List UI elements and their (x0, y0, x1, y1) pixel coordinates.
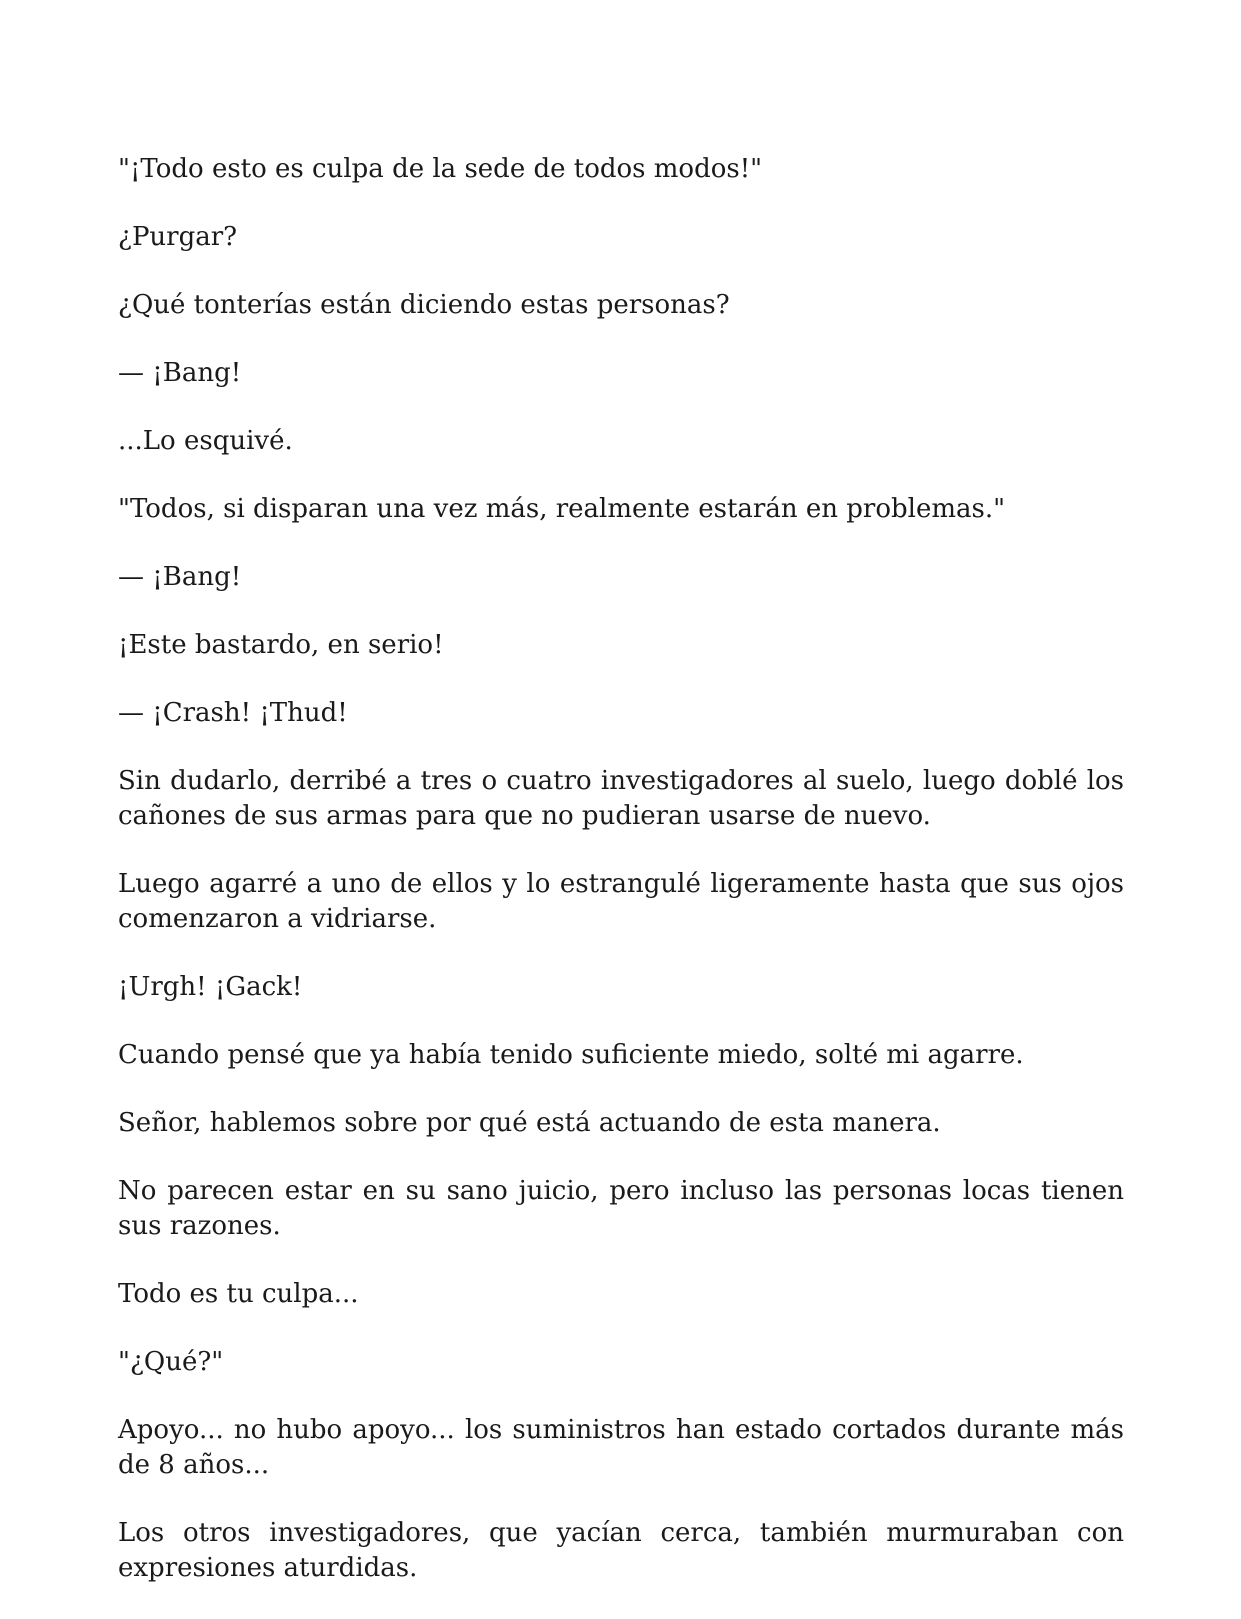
paragraph: ...Lo esquivé. (118, 426, 293, 456)
paragraph: No parecen estar en su sano juicio, pero incluso las personas locas tienen sus razones. (118, 1176, 1124, 1241)
paragraph: "¡Todo esto es culpa de la sede de todos modos!" (118, 154, 763, 184)
paragraph: — ¡Bang! (118, 562, 242, 592)
paragraph: Los otros investigadores, que yacían cerca, también murmuraban con expresiones aturdidas. (118, 1518, 1124, 1583)
paragraph: "¿Qué?" (118, 1347, 224, 1377)
paragraph: Cuando pensé que ya había tenido suficiente miedo, solté mi agarre. (118, 1040, 1024, 1070)
paragraph: ¡Urgh! ¡Gack! (118, 972, 303, 1002)
paragraph: Apoyo... no hubo apoyo... los suministros han estado cortados durante más de 8 años... (118, 1415, 1124, 1480)
paragraph: "Todos, si disparan una vez más, realmente estarán en problemas." (118, 494, 1006, 524)
paragraph: Sin dudarlo, derribé a tres o cuatro investigadores al suelo, luego doblé los cañones de sus armas para que no pudieran usarse de nuevo. (118, 766, 1124, 831)
paragraph: Todo es tu culpa... (118, 1279, 359, 1309)
paragraph: — ¡Crash! ¡Thud! (118, 698, 348, 728)
paragraph: ¿Qué tonterías están diciendo estas personas? (118, 290, 730, 320)
paragraph: — ¡Bang! (118, 358, 242, 388)
paragraph: Luego agarré a uno de ellos y lo estrangulé ligeramente hasta que sus ojos comenzaron a vidriarse. (118, 869, 1124, 934)
paragraph: ¡Este bastardo, en serio! (118, 630, 444, 660)
paragraph: ¿Purgar? (118, 222, 238, 252)
document-body (118, 152, 1124, 1619)
paragraph: Señor, hablemos sobre por qué está actuando de esta manera. (118, 1108, 941, 1138)
